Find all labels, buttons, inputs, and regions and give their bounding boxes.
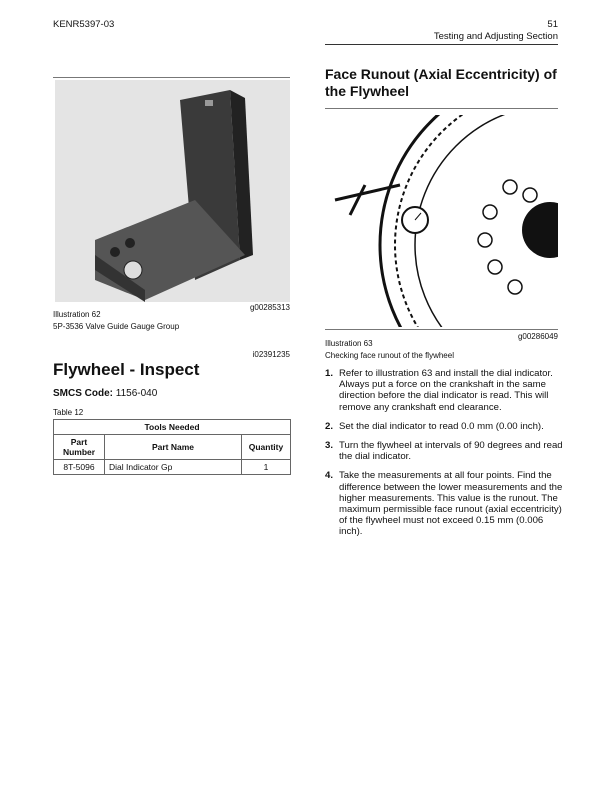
step-item xyxy=(325,368,565,413)
illustration-63-image xyxy=(325,115,558,327)
step-item xyxy=(325,470,565,537)
illustration-62-image xyxy=(55,80,290,302)
steps-list xyxy=(325,368,565,546)
cell-part-number: 8T-5096 xyxy=(54,460,105,475)
col-header: Quantity xyxy=(242,435,291,460)
smcs-code xyxy=(53,388,157,399)
table-label: Table 12 xyxy=(53,408,84,417)
section-name: Testing and Adjusting Section xyxy=(433,31,558,42)
step-item xyxy=(325,440,565,462)
right-title: Face Runout (Axial Eccentricity) of the Flywheel xyxy=(325,66,557,99)
illustration-63-caption: Checking face runout of the flywheel xyxy=(325,351,454,360)
step-number: 1. xyxy=(325,368,334,379)
section-title: Flywheel - Inspect xyxy=(53,360,200,379)
col-header: Part Name xyxy=(105,435,242,460)
rule xyxy=(325,108,558,109)
rule xyxy=(325,329,558,330)
step-text: Refer to illustration 63 and install the dial indicator. Always put a force on the crankshaft in the same direction before the dial indicator is read. This will remove any crankshaft end clearance. xyxy=(339,368,553,413)
illustration-62-label: Illustration 62 xyxy=(53,310,101,319)
flywheel-photo xyxy=(325,115,558,327)
page-number: 51 xyxy=(547,19,558,30)
table-row xyxy=(54,460,291,475)
step-item xyxy=(325,421,565,432)
step-number: 2. xyxy=(325,420,334,432)
illustration-62-code: g00285313 xyxy=(249,303,290,312)
step-text: Take the measurements at all four points. Find the difference between the lower measurements and the higher measurements. This value is the runout. The maximum permissible face runout (axial eccentricity) of the flywheel must not exceed 0.15 mm (0.006 inch). xyxy=(339,470,563,538)
header-rule xyxy=(325,44,558,45)
illustration-63-label: Illustration 63 xyxy=(325,339,373,348)
col-header: Part Number xyxy=(54,435,105,460)
illustration-63-code: g00286049 xyxy=(517,332,558,341)
smcs-label: SMCS Code: xyxy=(53,388,113,399)
smcs-value: 1156-040 xyxy=(115,388,158,399)
cell-quantity: 1 xyxy=(242,460,291,475)
valve-gauge-photo xyxy=(55,80,290,302)
rule xyxy=(53,77,290,78)
step-text: Set the dial indicator to read 0.0 mm (0.00 inch). xyxy=(339,420,544,432)
step-number: 4. xyxy=(325,470,334,482)
section-id: i02391235 xyxy=(252,350,290,359)
step-number: 3. xyxy=(325,440,334,452)
table-title: Tools Needed xyxy=(54,420,291,435)
step-text: Turn the flywheel at intervals of 90 degrees and read the dial indicator. xyxy=(339,440,563,463)
cell-part-name: Dial Indicator Gp xyxy=(105,460,242,475)
doc-id: KENR5397-03 xyxy=(53,19,115,30)
illustration-62-caption: 5P-3536 Valve Guide Gauge Group xyxy=(53,322,180,331)
tools-table xyxy=(53,419,291,475)
